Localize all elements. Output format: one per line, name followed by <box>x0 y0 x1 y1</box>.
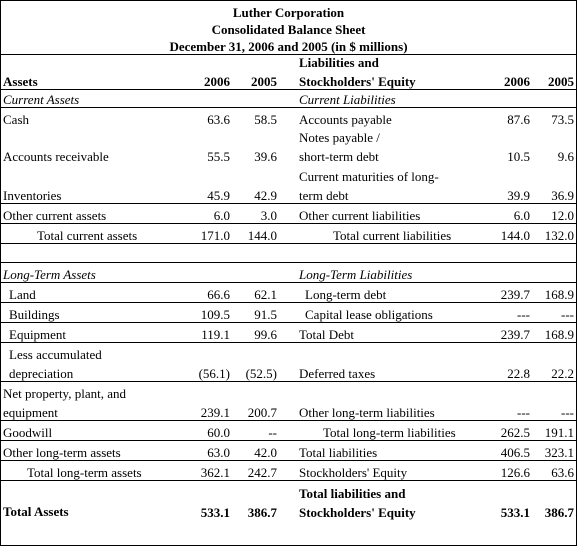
section-current-assets: Current Assets <box>1 90 181 108</box>
total-assets-label: Total Assets <box>1 481 181 521</box>
table-row: Buildings 109.5 91.5 Capital lease obligations --- --- <box>1 303 576 323</box>
liabilities-heading: Liabilities and Stockholders' Equity <box>297 55 480 90</box>
section-long-term-assets: Long-Term Assets <box>1 263 181 283</box>
table-row: Less accumulated depreciation (56.1) (52.5) Deferred taxes 22.8 22.2 <box>1 343 576 382</box>
table-row: Net property, plant, and equipment 239.1 200.7 Other long-term liabilities --- --- <box>1 382 576 421</box>
statement-period: December 31, 2006 and 2005 (in $ millions) <box>169 39 408 54</box>
table-row: Accounts receivable 55.5 39.6 Notes payable / short-term debt 10.5 9.6 <box>3 130 574 164</box>
spacer-row <box>1 244 576 263</box>
table-row: Cash 63.6 58.5 Accounts payable 87.6 73.5 <box>1 108 576 128</box>
section-row <box>1 90 576 108</box>
table-row: Other long-term assets 63.0 42.0 Total liabilities 406.5 323.1 <box>1 441 576 461</box>
section-current-liabilities: Current Liabilities <box>297 90 480 108</box>
grand-total-row: Total Assets 533.1 386.7 Total liabilities and Stockholders' Equity 533.1 386.7 <box>1 481 576 521</box>
table-row: Goodwill 60.0 -- Total long-term liabilities 262.5 191.1 <box>1 421 576 441</box>
table-row: Equipment 119.1 99.6 Total Debt 239.7 168.9 <box>1 323 576 343</box>
subtotal-row: Total current assets 171.0 144.0 Total current liabilities 144.0 132.0 <box>1 224 576 244</box>
year-2006-heading-right: 2006 <box>480 55 532 90</box>
company-name: Luther Corporation <box>232 5 345 20</box>
balance-sheet-table <box>1 54 576 520</box>
total-liabilities-equity-label: Total liabilities and Stockholders' Equity <box>297 481 480 521</box>
assets-heading: Assets <box>1 55 181 90</box>
year-2005-heading: 2005 <box>232 55 279 90</box>
table-row: Land 66.6 62.1 Long-term debt 239.7 168.9 <box>1 283 576 303</box>
section-long-term-liabilities: Long-Term Liabilities <box>297 263 480 283</box>
statement-title: Consolidated Balance Sheet <box>211 22 366 37</box>
year-2005-heading-right: 2005 <box>532 55 576 90</box>
table-row: Inventories 45.9 42.9 Current maturities of long- term debt 39.9 36.9 <box>3 169 574 203</box>
year-2006-heading: 2006 <box>181 55 232 90</box>
subtotal-row: Total long-term assets 362.1 242.7 Stockholders' Equity 126.6 63.6 <box>1 461 576 481</box>
column-header-row <box>1 55 576 90</box>
table-row: Other current assets 6.0 3.0 Other current liabilities 6.0 12.0 <box>1 204 576 224</box>
section-row <box>1 263 576 283</box>
